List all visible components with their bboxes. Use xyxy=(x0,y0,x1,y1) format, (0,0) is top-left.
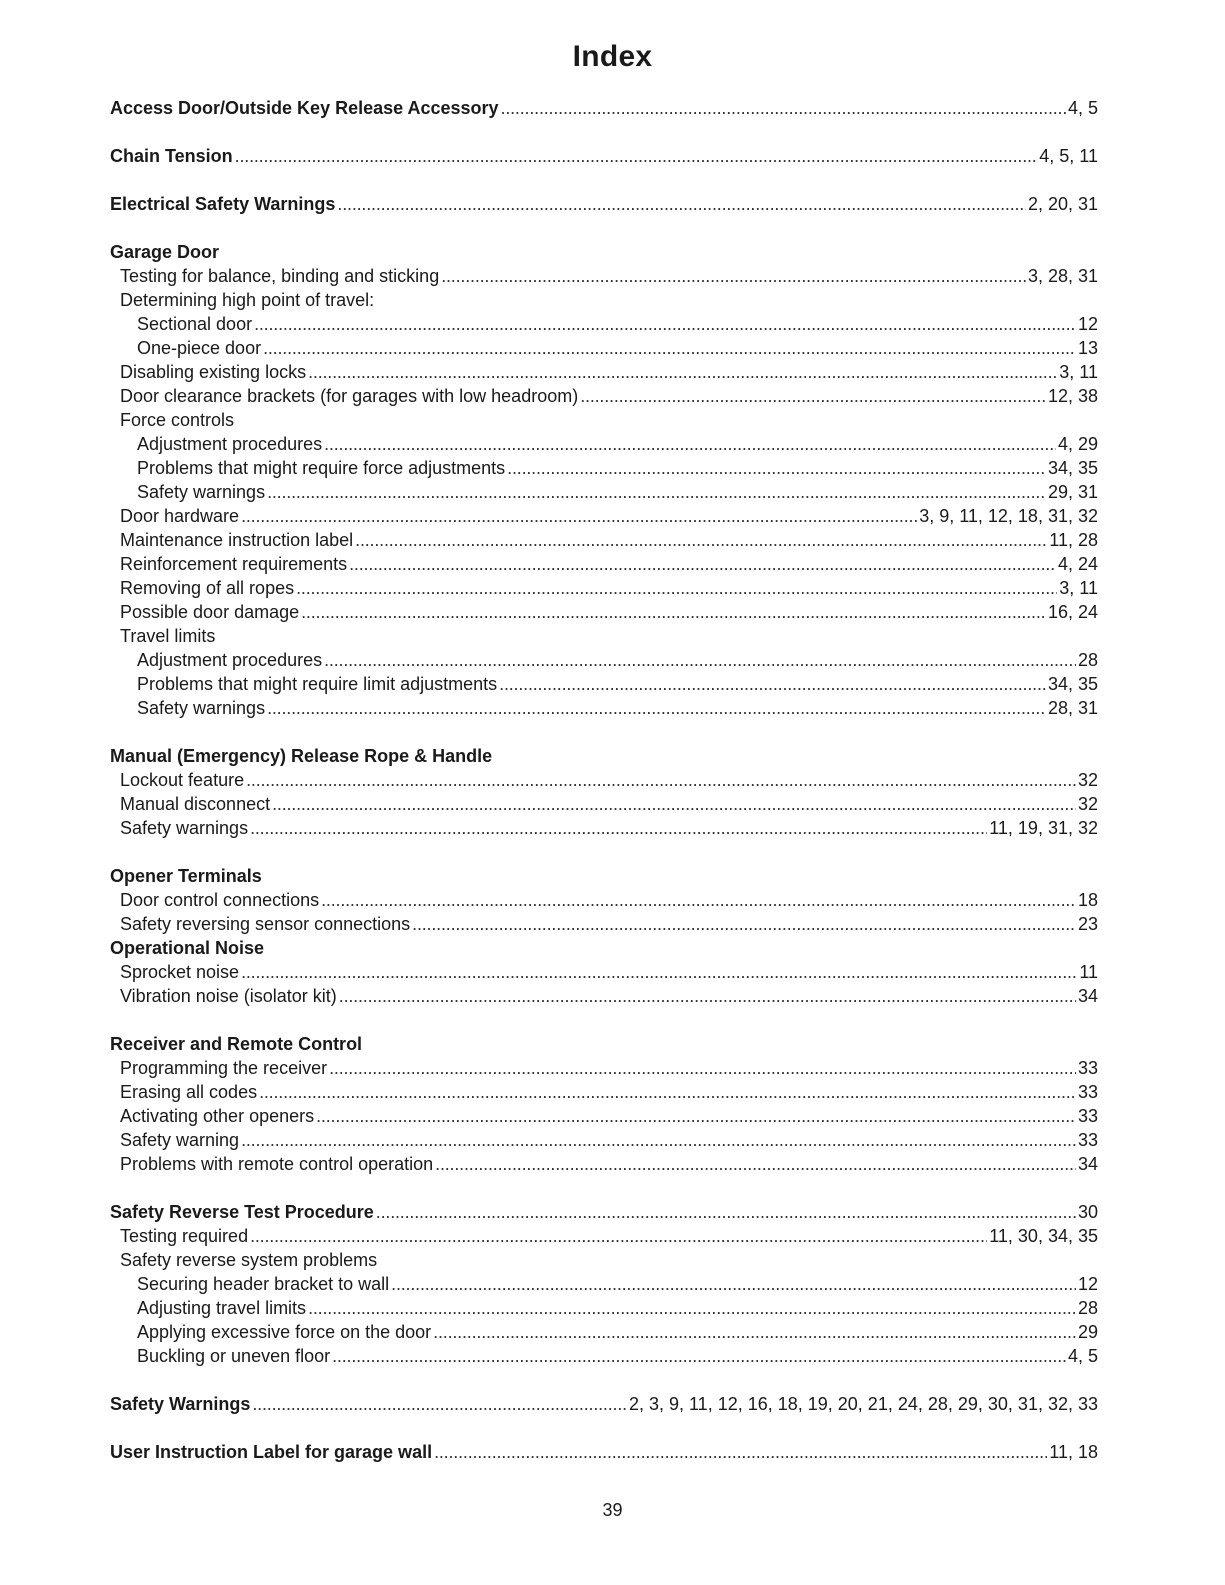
entry-label: Adjustment procedures xyxy=(137,434,323,454)
entry-pages: 34 xyxy=(1077,986,1098,1006)
entry-label: Safety reverse system problems xyxy=(120,1250,378,1270)
dot-leader xyxy=(501,96,1066,120)
entry-pages: 3, 11 xyxy=(1059,362,1098,382)
entry-pages: 13 xyxy=(1077,338,1098,358)
index-entry xyxy=(110,504,1098,528)
entry-label: Removing of all ropes xyxy=(120,578,295,598)
entry-label: Possible door damage xyxy=(120,602,300,622)
entry-label: Force controls xyxy=(120,410,235,430)
dot-leader xyxy=(272,792,1076,816)
entry-label: Disabling existing locks xyxy=(120,362,307,382)
index-entry xyxy=(110,432,1098,456)
entry-label: Problems that might require limit adjustments xyxy=(137,674,498,694)
entry-label: Manual (Emergency) Release Rope & Handle xyxy=(110,746,493,766)
dot-leader xyxy=(250,1224,987,1248)
entry-pages: 11, 19, 31, 32 xyxy=(989,818,1098,838)
entry-pages: 11 xyxy=(1079,962,1098,982)
index-entry xyxy=(110,768,1098,792)
entry-pages: 29, 31 xyxy=(1047,482,1098,502)
entry-pages: 32 xyxy=(1077,794,1098,814)
dot-leader xyxy=(316,1104,1076,1128)
entry-label: Sprocket noise xyxy=(120,962,240,982)
entry-label: Determining high point of travel: xyxy=(120,290,375,310)
entry-label: Access Door/Outside Key Release Accessory xyxy=(110,98,499,118)
dot-leader xyxy=(332,1344,1066,1368)
entry-label: Problems with remote control operation xyxy=(120,1154,434,1174)
entry-label: Door clearance brackets (for garages with low headroom) xyxy=(120,386,579,406)
entry-pages: 3, 9, 11, 12, 18, 31, 32 xyxy=(919,506,1098,526)
dot-leader xyxy=(267,480,1046,504)
entry-label: Adjusting travel limits xyxy=(137,1298,307,1318)
entry-label: Activating other openers xyxy=(120,1106,315,1126)
index-heading xyxy=(110,1200,1098,1224)
entry-pages: 2, 3, 9, 11, 12, 16, 18, 19, 20, 21, 24, 28, 29, 30, 31, 32, 33 xyxy=(628,1394,1098,1414)
entry-label: Safety warning xyxy=(120,1130,240,1150)
entry-label: Buckling or uneven floor xyxy=(137,1346,331,1366)
entry-pages: 4, 5 xyxy=(1067,1346,1098,1366)
index-entry xyxy=(110,672,1098,696)
entry-label: Securing header bracket to wall xyxy=(137,1274,390,1294)
entry-label: Programming the receiver xyxy=(120,1058,328,1078)
dot-leader xyxy=(507,456,1046,480)
entry-pages: 34 xyxy=(1077,1154,1098,1174)
dot-leader xyxy=(254,312,1076,336)
index-heading xyxy=(110,144,1098,168)
index-entry xyxy=(110,1104,1098,1128)
dot-leader xyxy=(434,1440,1047,1464)
index-entry xyxy=(110,648,1098,672)
entry-pages: 28 xyxy=(1077,1298,1098,1318)
index-entry xyxy=(110,888,1098,912)
entry-pages: 11, 30, 34, 35 xyxy=(989,1226,1098,1246)
dot-leader xyxy=(263,336,1076,360)
entry-pages: 11, 28 xyxy=(1049,530,1098,550)
index-entry xyxy=(110,1272,1098,1296)
entry-label: Garage Door xyxy=(110,242,220,262)
entry-label: Reinforcement requirements xyxy=(120,554,348,574)
entry-label: Maintenance instruction label xyxy=(120,530,354,550)
dot-leader xyxy=(433,1320,1076,1344)
index-entry xyxy=(110,264,1098,288)
index-heading xyxy=(110,936,1098,960)
index-entry xyxy=(110,1344,1098,1368)
dot-leader xyxy=(252,1392,627,1416)
entry-label: Vibration noise (isolator kit) xyxy=(120,986,337,1006)
dot-leader xyxy=(321,888,1076,912)
entry-pages: 34, 35 xyxy=(1047,458,1098,478)
entry-pages: 16, 24 xyxy=(1047,602,1098,622)
index-entry xyxy=(110,792,1098,816)
dot-leader xyxy=(259,1080,1076,1104)
page-number: 39 xyxy=(602,1500,623,1520)
index-entry xyxy=(110,336,1098,360)
index-heading xyxy=(110,192,1098,216)
index-heading xyxy=(110,864,1098,888)
entry-label: Sectional door xyxy=(137,314,253,334)
entry-label: Safety Warnings xyxy=(110,1394,251,1414)
index-entry xyxy=(110,624,1098,648)
index-entry xyxy=(110,312,1098,336)
entry-pages: 33 xyxy=(1077,1082,1098,1102)
entry-pages: 33 xyxy=(1077,1106,1098,1126)
entry-pages: 34, 35 xyxy=(1047,674,1098,694)
dot-leader xyxy=(246,768,1076,792)
dot-leader xyxy=(391,1272,1076,1296)
entry-pages: 12 xyxy=(1077,314,1098,334)
index-heading xyxy=(110,744,1098,768)
index-entry xyxy=(110,480,1098,504)
entry-label: Testing for balance, binding and sticking xyxy=(120,266,440,286)
entry-label: User Instruction Label for garage wall xyxy=(110,1442,433,1462)
index-entry xyxy=(110,960,1098,984)
entry-label: Safety reversing sensor connections xyxy=(120,914,411,934)
entry-pages: 12 xyxy=(1077,1274,1098,1294)
entry-label: Testing required xyxy=(120,1226,249,1246)
entry-label: Chain Tension xyxy=(110,146,233,166)
entry-pages: 11, 18 xyxy=(1049,1442,1098,1462)
dot-leader xyxy=(339,984,1076,1008)
dot-leader xyxy=(329,1056,1076,1080)
dot-leader xyxy=(337,192,1026,216)
dot-leader xyxy=(412,912,1076,936)
entry-pages: 23 xyxy=(1077,914,1098,934)
entry-label: Opener Terminals xyxy=(110,866,262,886)
entry-label: Lockout feature xyxy=(120,770,245,790)
index-entry xyxy=(110,600,1098,624)
dot-leader xyxy=(301,600,1046,624)
index-entry xyxy=(110,528,1098,552)
dot-leader xyxy=(296,576,1057,600)
entry-pages: 12, 38 xyxy=(1047,386,1098,406)
entry-label: Door hardware xyxy=(120,506,240,526)
index-heading xyxy=(110,1440,1098,1464)
dot-leader xyxy=(308,1296,1076,1320)
index-entry xyxy=(110,288,1098,312)
index-heading xyxy=(110,96,1098,120)
entry-pages: 32 xyxy=(1077,770,1098,790)
dot-leader xyxy=(324,432,1056,456)
entry-label: Travel limits xyxy=(120,626,216,646)
dot-leader xyxy=(499,672,1046,696)
dot-leader xyxy=(235,144,1038,168)
entry-label: Safety warnings xyxy=(137,482,266,502)
page-title: Index xyxy=(572,40,653,73)
entry-pages: 3, 11 xyxy=(1059,578,1098,598)
index-entry xyxy=(110,984,1098,1008)
entry-pages: 3, 28, 31 xyxy=(1027,266,1098,286)
entry-label: Safety Reverse Test Procedure xyxy=(110,1202,374,1222)
index-entry xyxy=(110,576,1098,600)
index-entry xyxy=(110,456,1098,480)
dot-leader xyxy=(241,504,917,528)
entry-label: Electrical Safety Warnings xyxy=(110,194,336,214)
entry-pages: 4, 29 xyxy=(1057,434,1098,454)
entry-pages: 33 xyxy=(1077,1130,1098,1150)
entry-label: Manual disconnect xyxy=(120,794,271,814)
entry-label: Applying excessive force on the door xyxy=(137,1322,432,1342)
entry-pages: 33 xyxy=(1077,1058,1098,1078)
entry-pages: 4, 24 xyxy=(1057,554,1098,574)
entry-label: One-piece door xyxy=(137,338,262,358)
entry-pages: 2, 20, 31 xyxy=(1027,194,1098,214)
index-entry xyxy=(110,1224,1098,1248)
dot-leader xyxy=(267,696,1046,720)
index-entry xyxy=(110,1248,1098,1272)
index-entry xyxy=(110,1128,1098,1152)
entry-label: Erasing all codes xyxy=(120,1082,258,1102)
dot-leader xyxy=(435,1152,1076,1176)
index-entry xyxy=(110,1056,1098,1080)
dot-leader xyxy=(355,528,1047,552)
dot-leader xyxy=(376,1200,1076,1224)
dot-leader xyxy=(241,960,1077,984)
index-heading xyxy=(110,1392,1098,1416)
index-entry xyxy=(110,1296,1098,1320)
entry-pages: 30 xyxy=(1077,1202,1098,1222)
entry-label: Operational Noise xyxy=(110,938,265,958)
index-entry xyxy=(110,552,1098,576)
dot-leader xyxy=(580,384,1046,408)
dot-leader xyxy=(308,360,1057,384)
index-heading xyxy=(110,240,1098,264)
entry-label: Problems that might require force adjustments xyxy=(137,458,506,478)
index-entry xyxy=(110,408,1098,432)
index-entry xyxy=(110,816,1098,840)
index-entry xyxy=(110,1320,1098,1344)
entry-pages: 18 xyxy=(1077,890,1098,910)
entry-pages: 28, 31 xyxy=(1047,698,1098,718)
entry-pages: 29 xyxy=(1077,1322,1098,1342)
index-entry xyxy=(110,1152,1098,1176)
entry-label: Door control connections xyxy=(120,890,320,910)
dot-leader xyxy=(250,816,987,840)
entry-pages: 28 xyxy=(1077,650,1098,670)
index-entry xyxy=(110,360,1098,384)
index-heading xyxy=(110,1032,1098,1056)
entry-pages: 4, 5 xyxy=(1067,98,1098,118)
dot-leader xyxy=(349,552,1056,576)
entry-label: Receiver and Remote Control xyxy=(110,1034,363,1054)
dot-leader xyxy=(441,264,1026,288)
entry-label: Safety warnings xyxy=(120,818,249,838)
index-entry xyxy=(110,912,1098,936)
entry-label: Adjustment procedures xyxy=(137,650,323,670)
index-entry xyxy=(110,696,1098,720)
index-entry xyxy=(110,384,1098,408)
dot-leader xyxy=(324,648,1076,672)
entry-label: Safety warnings xyxy=(137,698,266,718)
index-list xyxy=(110,96,1098,1464)
entry-pages: 4, 5, 11 xyxy=(1039,146,1098,166)
dot-leader xyxy=(241,1128,1076,1152)
index-entry xyxy=(110,1080,1098,1104)
